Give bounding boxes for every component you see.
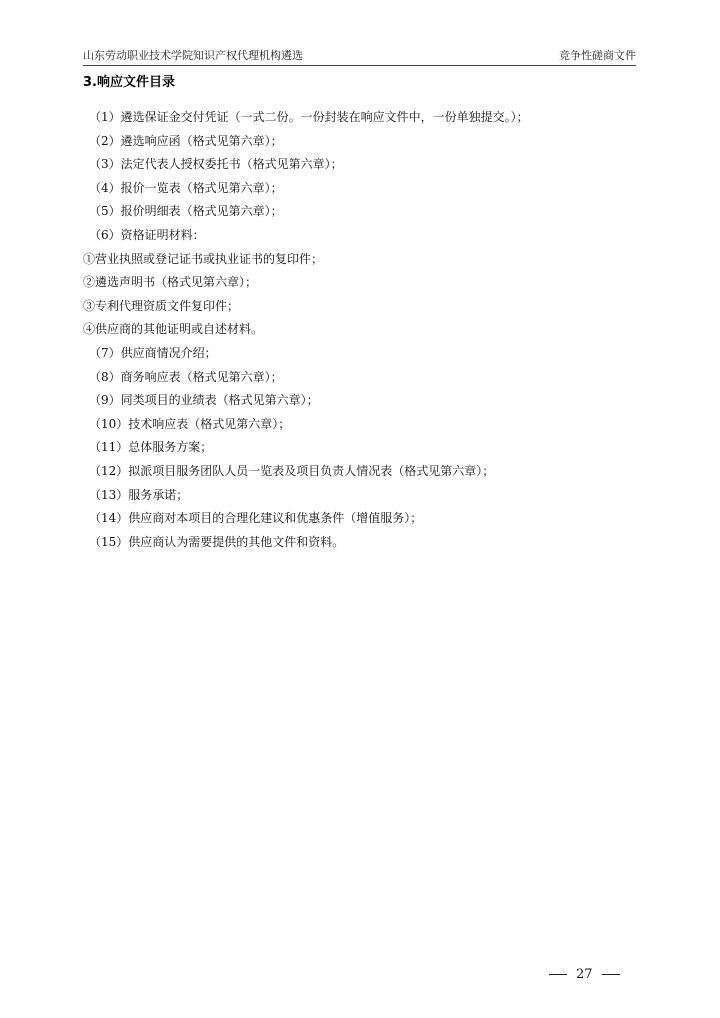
page-header: [83, 48, 636, 64]
section-title: 3.响应文件目录: [83, 75, 175, 90]
list-sub-item: ④供应商的其他证明或自述材料。: [83, 322, 264, 337]
footer-dash-left: [549, 974, 567, 975]
header-document-type: 竞争性磋商文件: [559, 49, 636, 62]
list-item: （15）供应商认为需要提供的其他文件和资料。: [89, 534, 345, 549]
list-item: （2）遴选响应函（格式见第六章）；: [89, 133, 283, 148]
footer-dash-right: [602, 974, 620, 975]
list-item: （10）技术响应表（格式见第六章）；: [89, 416, 291, 431]
header-divider: [83, 65, 636, 66]
page-number: 27: [576, 967, 593, 982]
list-item: （4）报价一览表（格式见第六章）；: [89, 180, 283, 195]
list-item: （9）同类项目的业绩表（格式见第六章）；: [89, 393, 319, 408]
list-item: （7）供应商情况介绍；: [89, 345, 217, 360]
list-item: （8）商务响应表（格式见第六章）；: [89, 369, 283, 384]
list-sub-item: ②遴选声明书（格式见第六章）；: [83, 275, 258, 290]
list-item: （14）供应商对本项目的合理化建议和优惠条件（增值服务）；: [89, 511, 423, 526]
list-item: （12）拟派项目服务团队人员一览表及项目负责人情况表（格式见第六章）；: [89, 463, 495, 478]
list-sub-item: ①营业执照或登记证书或执业证书的复印件；: [83, 251, 324, 266]
list-item: （1）遴选保证金交付凭证（一式二份。一份封装在响应文件中，一份单独提交。）；: [89, 110, 529, 124]
list-item: （6）资格证明材料：: [89, 227, 205, 242]
list-item: （5）报价明细表（格式见第六章）；: [89, 204, 283, 219]
page-footer: [540, 966, 629, 984]
header-document-title: 山东劳动职业技术学院知识产权代理机构遴选: [83, 49, 303, 62]
list-item: （13）服务承诺；: [89, 487, 189, 502]
list-sub-item: ③专利代理资质文件复印件；: [83, 298, 240, 313]
response-documents-list: [83, 106, 643, 554]
list-item: （3）法定代表人授权委托书（格式见第六章）；: [89, 157, 343, 172]
list-item: （11）总体服务方案；: [89, 440, 213, 455]
